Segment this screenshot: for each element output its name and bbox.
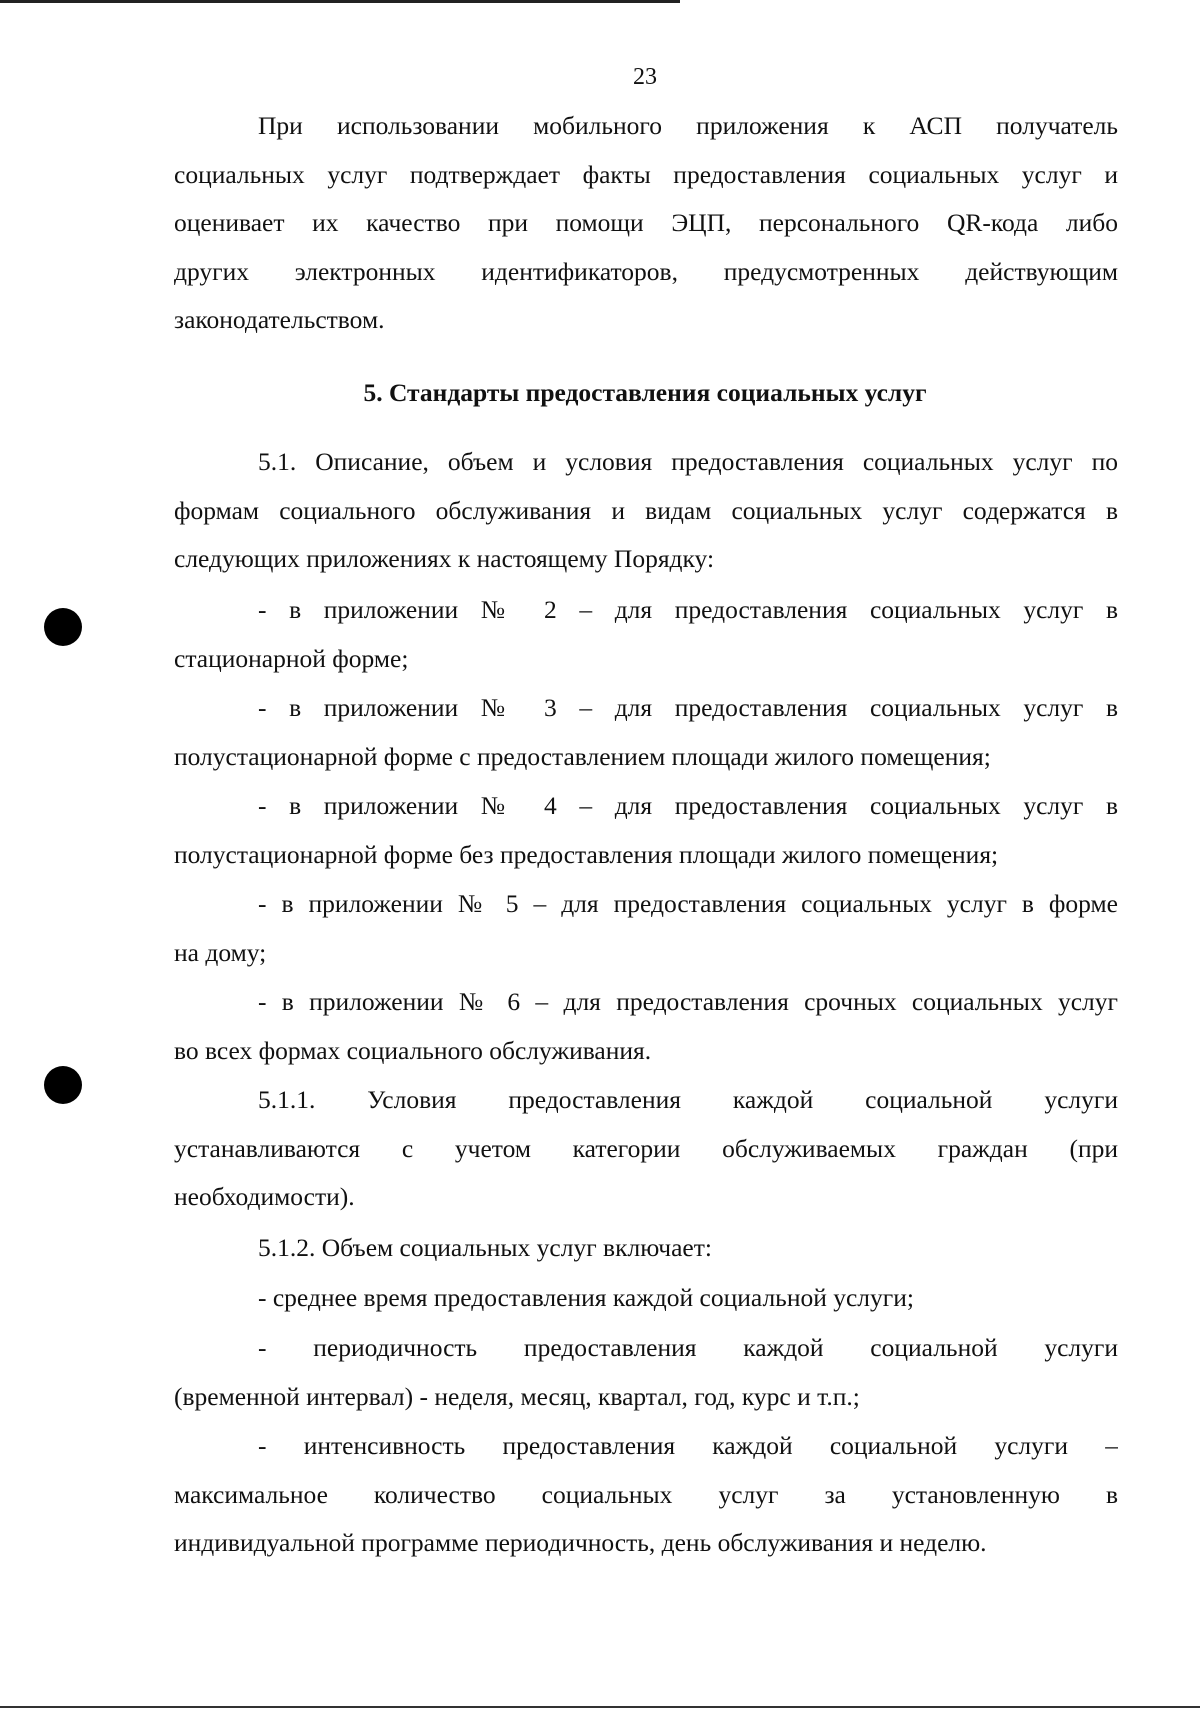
text-line: - интенсивность предоставления каждой социальной услуги – [258,1431,1118,1460]
text-line: полустационарной форме с предоставлением площади жилого помещения; [174,741,991,771]
text-line: индивидуальной программе периодичность, день обслуживания и неделю. [174,1528,987,1558]
text-line: оценивает их качество при помощи ЭЦП, персонального QR-кода либо [174,208,1118,238]
list-item-annex-5 [174,880,1118,977]
text-line: следующих приложениях к настоящему Порядку: [174,544,715,574]
text-line: других электронных идентификаторов, предусмотренных действующим [174,256,1118,286]
text-line: 5.1. Описание, объем и условия предоставления социальных услуг по [258,447,1118,476]
text-line: стационарной форме; [174,643,409,673]
paragraph-5-1-2 [174,1224,1118,1273]
text-line: во всех формах социального обслуживания. [174,1035,652,1065]
text-line: 5.1.2. Объем социальных услуг включает: [258,1233,712,1262]
text-line: законодательством. [174,305,385,335]
section-heading: 5. Стандарты предоставления социальных услуг [363,378,927,407]
text-line: - в приложении № 6 – для предоставления срочных социальных услуг [258,987,1118,1016]
text-line: 5.1.1. Условия предоставления каждой социальной услуги [258,1085,1118,1114]
text-line: - среднее время предоставления каждой социальной услуги; [258,1283,914,1312]
page-number: 23 [633,64,657,90]
text-line: При использовании мобильного приложения к АСП получатель [258,111,1118,140]
list-item-annex-2 [174,586,1118,683]
text-line: на дому; [174,937,267,967]
text-line: - в приложении № 4 – для предоставления социальных услуг в [258,791,1118,820]
text-line: максимальное количество социальных услуг за установленную в [174,1479,1118,1509]
text-line: необходимости). [174,1182,355,1212]
text-line: полустационарной форме без предоставления площади жилого помещения; [174,839,999,869]
list-item-annex-3 [174,684,1118,781]
list-item-periodicity [174,1324,1118,1421]
top-edge-rule [0,0,680,3]
paragraph-5-1-1 [174,1076,1118,1222]
list-item-intensity [174,1422,1118,1568]
text-line: - в приложении № 5 – для предоставления социальных услуг в форме [258,889,1118,918]
list-item-average-time [174,1274,1118,1323]
bottom-edge-rule [0,1706,1200,1708]
text-line: - периодичность предоставления каждой социальной услуги [258,1333,1118,1362]
text-line: - в приложении № 2 – для предоставления социальных услуг в [258,595,1118,624]
text-line: (временной интервал) - неделя, месяц, квартал, год, курс и т.п.; [174,1381,860,1411]
intro-paragraph [174,102,1118,345]
paragraph-5-1 [174,438,1118,584]
text-line: устанавливаются с учетом категории обслуживаемых граждан (при [174,1133,1118,1163]
text-line: формам социального обслуживания и видам социальных услуг содержатся в [174,495,1118,525]
text-line: - в приложении № 3 – для предоставления социальных услуг в [258,693,1118,722]
list-item-annex-4 [174,782,1118,879]
binder-hole-upper [44,608,82,646]
binder-hole-lower [44,1066,82,1104]
text-line: социальных услуг подтверждает факты предоставления социальных услуг и [174,159,1118,189]
list-item-annex-6 [174,978,1118,1075]
